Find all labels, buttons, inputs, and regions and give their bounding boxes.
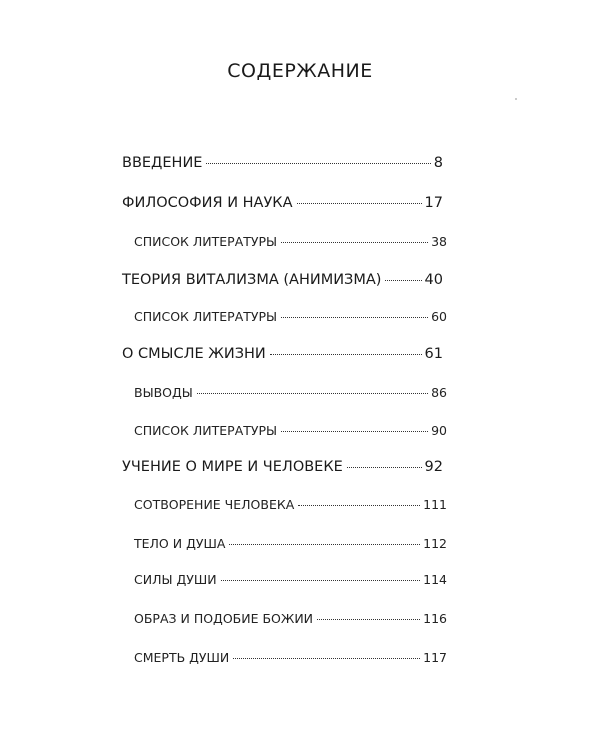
- toc-entry-page-number: 112: [423, 536, 447, 551]
- toc-entry-label: ВВЕДЕНИЕ: [122, 155, 203, 171]
- dot-leader: [233, 658, 420, 659]
- toc-entry-page-number: 17: [424, 195, 443, 211]
- dot-leader: [385, 280, 421, 281]
- toc-entry-label: ТЕОРИЯ ВИТАЛИЗМА (АНИМИЗМА): [122, 272, 382, 288]
- toc-subentry-image-and-likeness[interactable]: [134, 611, 447, 626]
- toc-entry-label: ФИЛОСОФИЯ И НАУКА: [122, 195, 293, 211]
- dot-leader: [270, 354, 422, 355]
- toc-subentry-powers-of-soul[interactable]: [134, 572, 447, 587]
- toc-entry-page-number: 60: [431, 309, 447, 324]
- toc-entry-page-number: 61: [424, 346, 443, 362]
- toc-entry-page-number: 86: [431, 385, 447, 400]
- toc-entry-label: СОТВОРЕНИЕ ЧЕЛОВЕКА: [134, 497, 295, 512]
- toc-entry-label: СПИСОК ЛИТЕРАТУРЫ: [134, 423, 278, 438]
- toc-entry-label: СИЛЫ ДУШИ: [134, 572, 217, 587]
- toc-entry-page-number: 116: [423, 611, 447, 626]
- page-title: СОДЕРЖАНИЕ: [227, 60, 373, 82]
- dot-leader: [298, 505, 420, 506]
- toc-entry-page-number: 40: [424, 272, 443, 288]
- dot-leader: [281, 242, 428, 243]
- dot-leader: [347, 467, 422, 468]
- toc-entry-page-number: 92: [424, 459, 443, 475]
- toc-subentry-death-of-soul[interactable]: [134, 650, 447, 665]
- toc-entry-label: ТЕЛО И ДУША: [134, 536, 226, 551]
- paper-speck: [515, 98, 517, 100]
- toc-entry-introduction[interactable]: [122, 155, 443, 171]
- toc-entry-page-number: 90: [431, 423, 447, 438]
- dot-leader: [281, 317, 428, 318]
- toc-entry-label: СПИСОК ЛИТЕРАТУРЫ: [134, 309, 278, 324]
- toc-entry-meaning-of-life[interactable]: [122, 346, 443, 362]
- dot-leader: [297, 203, 422, 204]
- dot-leader: [221, 580, 421, 581]
- toc-subentry-conclusions[interactable]: [134, 385, 447, 400]
- toc-entry-page-number: 8: [433, 155, 443, 171]
- toc-subentry-bibliography-2[interactable]: [134, 309, 447, 324]
- dot-leader: [197, 393, 428, 394]
- toc-entry-page-number: 38: [431, 234, 447, 249]
- toc-entry-label: О СМЫСЛЕ ЖИЗНИ: [122, 346, 266, 362]
- toc-entry-label: УЧЕНИЕ О МИРЕ И ЧЕЛОВЕКЕ: [122, 459, 343, 475]
- dot-leader: [317, 619, 420, 620]
- toc-entry-page-number: 114: [423, 572, 447, 587]
- toc-entry-label: ВЫВОДЫ: [134, 385, 193, 400]
- dot-leader: [281, 431, 428, 432]
- toc-entry-label: СМЕРТЬ ДУШИ: [134, 650, 230, 665]
- toc-entry-label: ОБРАЗ И ПОДОБИЕ БОЖИИ: [134, 611, 314, 626]
- toc-entry-vitalism-theory[interactable]: [122, 272, 443, 288]
- toc-entry-world-and-man[interactable]: [122, 459, 443, 475]
- toc-entry-page-number: 111: [423, 497, 447, 512]
- toc-subentry-bibliography-1[interactable]: [134, 234, 447, 249]
- dot-leader: [229, 544, 420, 545]
- dot-leader: [206, 163, 430, 164]
- toc-subentry-creation-of-man[interactable]: [134, 497, 447, 512]
- toc-entry-philosophy-and-science[interactable]: [122, 195, 443, 211]
- toc-subentry-bibliography-3[interactable]: [134, 423, 447, 438]
- toc-subentry-body-and-soul[interactable]: [134, 536, 447, 551]
- toc-entry-page-number: 117: [423, 650, 447, 665]
- toc-entry-label: СПИСОК ЛИТЕРАТУРЫ: [134, 234, 278, 249]
